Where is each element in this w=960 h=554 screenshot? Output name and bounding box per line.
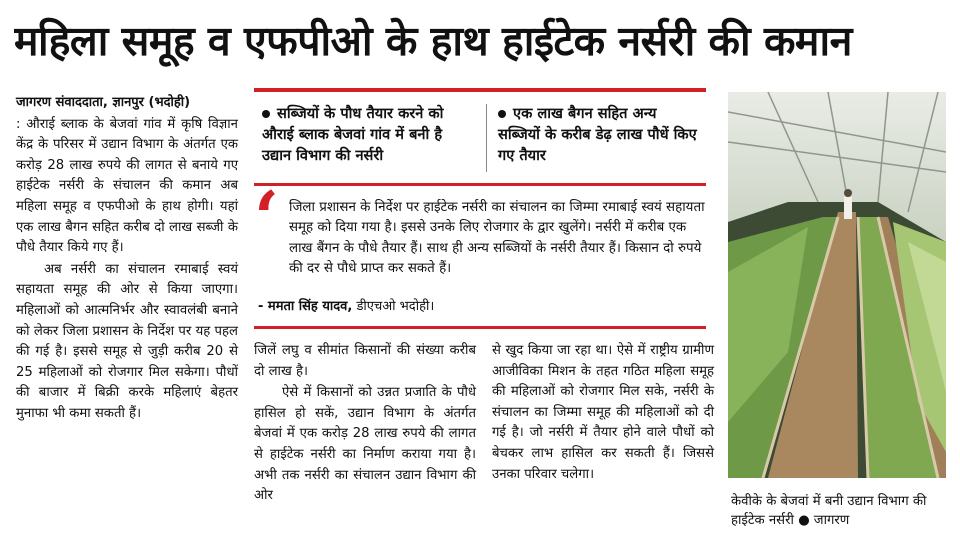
bullet-icon	[498, 110, 506, 118]
greenhouse-image	[728, 92, 946, 478]
paragraph: : औराई ब्लाक के बेजवां गांव में कृषि विज्ञान केंद्र के परिसर में उद्यान विभाग के अंतर्गत एक करोड़ 28 लाख रुपये की लागत से बनाये गए हाईटेक नर्सरी के संचालन की कमान अब महिला समूह व एफपीओ के हाथ होगी। यहां एक लाख बैगन सहित करीब दो लाख सब्जी के पौधे तैयार किये गए हैं।	[16, 116, 238, 256]
article-column-2	[254, 341, 476, 507]
quote-designation: डीएचओ भदोही।	[352, 299, 435, 314]
highlight-divider	[486, 104, 487, 172]
highlight-text: सब्जियों के पौध तैयार करने को औराई ब्लाक बेजवां गांव में बनी है उद्यान विभाग की नर्सरी	[262, 105, 444, 164]
quote-attribution	[258, 296, 434, 314]
article-column-3	[492, 341, 714, 485]
paragraph: जिलें लघु व सीमांत किसानों की संख्या करीब दो लाख है।	[254, 343, 476, 379]
paragraph: ऐसे में किसानों को उन्नत प्रजाति के पौधे हासिल हो सकें, उद्यान विभाग के अंतर्गत बेजवां में एक करोड़ 28 लाख रुपये की लागत से हाईटेक नर्सरी का निर्माण कराया गया है। अभी तक नर्सरी का संचालन उद्यान विभाग की ओर	[254, 385, 476, 504]
highlight-1	[262, 103, 472, 166]
photo-caption: केवीके के बेजवां में बनी उद्यान विभाग की हाईटेक नर्सरी ● जागरण	[731, 494, 927, 528]
quote-mark-icon: ‘	[254, 175, 280, 260]
quote-top-rule	[254, 183, 706, 186]
highlight-top-rule	[254, 88, 706, 92]
bullet-icon	[262, 110, 270, 118]
quote-author: - ममता सिंह यादव,	[258, 299, 353, 314]
highlight-2	[498, 103, 698, 166]
highlight-text: एक लाख बैगन सहित अन्य सब्जियों के करीब डेढ़ लाख पौधें किए गए तैयार	[498, 105, 697, 164]
byline: जागरण संवाददाता, ज्ञानपुर (भदोही)	[16, 95, 191, 110]
article-column-1	[16, 93, 238, 425]
quote-bottom-rule	[254, 326, 706, 329]
paragraph: से खुद किया जा रहा था। ऐसे में राष्ट्रीय ग्रामीण आजीविका मिशन के तहत गठित महिला समूह की महिलाओं को रोजगार मिल सके, नर्सरी के संचालन का जिम्मा समूह की महिलाओं को दी गई है। जो नर्सरी में तैयार होने वाले पौधों को बेचकर लाभ हासिल कर सकती हैं। जिससे उनका परिवार चलेगा।	[492, 343, 714, 482]
pull-quote: जिला प्रशासन के निर्देश पर हाईटेक नर्सरी का संचालन का जिम्मा रमाबाई स्वयं सहायता समूह को दिया गया है। इससे उनके लिए रोजगार के द्वार खुलेंगे। नर्सरी में करीब एक लाख बैंगन के पौधे तैयार हैं। साथ ही अन्य सब्जियों के नर्सरी तैयार हैं। किसान दो रुपये की दर से पौधे प्राप्त कर सकते हैं।	[289, 200, 705, 277]
headline: महिला समूह व एफपीओ के हाथ हाईटेक नर्सरी की कमान	[14, 17, 852, 65]
paragraph: अब नर्सरी का संचालन रमाबाई स्वयं सहायता समूह की ओर से किया जाएगा। महिलाओं को आत्मनिर्भर और स्वावलंबी बनाने को लेकर जिला प्रशासन के निर्देश पर यह पहल की गई है। इससे समूह से जुड़ी करीब 20 से 25 महिलाओं को रोजगार मिल सकेगा। पौधों की बाजार में बिक्री करके महिलाएं बेहतर मुनाफा भी कमा सकती हैं।	[16, 261, 238, 421]
nursery-photo	[728, 92, 946, 478]
